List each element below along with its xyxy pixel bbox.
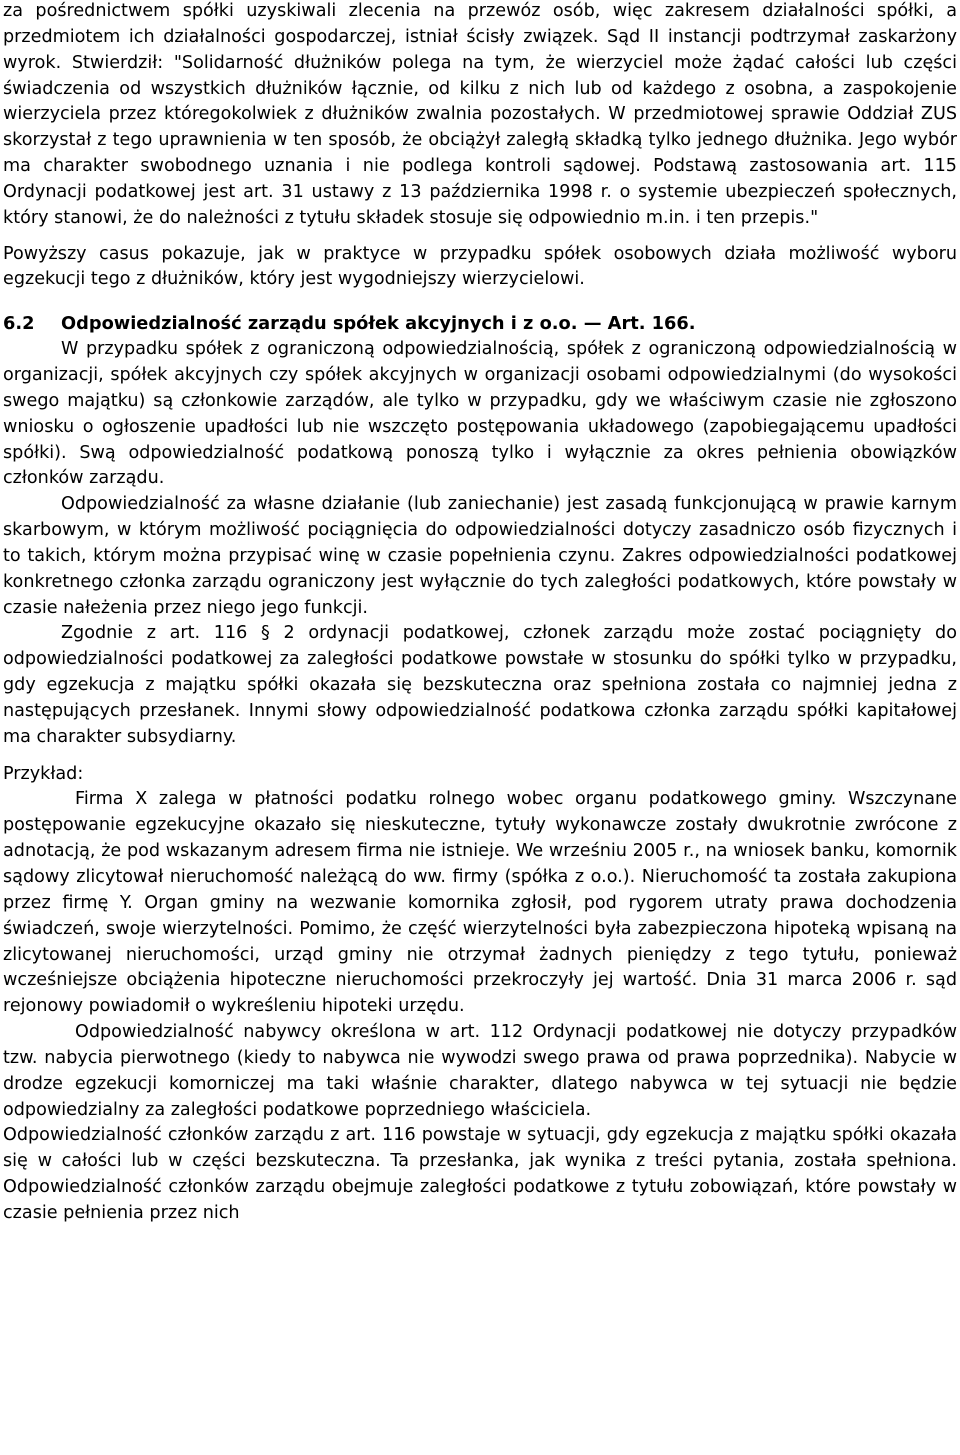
paragraph-section-2: Odpowiedzialność za własne działanie (lub zaniechanie) jest zasadą funkcjonującą w prawie karnym skarbowym, w którym możliwość pociągnięcia do odpowiedzialności dotyczy zasadniczo osób fizycznych i to takich, którym można przypisać winę w czasie popełnienia czynu. Zakres odpowiedzialności podatkowej konkretnego członka zarządu ograniczony jest wyłącznie do tych zaległości podatkowych, które powstały w czasie nałeżenia przez niego jego funkcji.	[3, 494, 957, 618]
example-label: Przykład:	[3, 763, 84, 784]
section-number: 6.2	[3, 313, 35, 335]
paragraph-example-2: Odpowiedzialność nabywcy określona w art. 112 Ordynacji podatkowej nie dotyczy przypadków tzw. nabycia pierwotnego (kiedy to nabywca nie wywodzi swego prawa od prawa poprzednika). Nabycie w drodze egzekucji komorniczej ma taki właśnie charakter, dlatego nabywca w tej sytuacji nie będzie odpowiedzialny za zaległości podatkowe poprzedniego właściciela.	[3, 1022, 957, 1120]
paragraph-section-1: W przypadku spółek z ograniczoną odpowiedzialnością, spółek z ograniczoną odpowiedzialnością w organizacji, spółek akcyjnych czy spółek akcyjnych w organizacji osobami odpowiedzialnymi (do wysokości swego majątku) są członkowie zarządów, ale tylko w przypadku, gdy we właściwym czasie nie zgłoszono wniosku o ogłoszenie upadłości lub nie wszczęto postępowania układowego (zapobiegającemu upadłości spółki). Swą odpowiedzialność podatkową ponoszą tylko i wyłącznie za okres pełnienia obowiązków członków zarządu.	[3, 339, 957, 489]
paragraph-example-3: Odpowiedzialność członków zarządu z art. 116 powstaje w sytuacji, gdy egzekucja z majątku spółki okazała się w całości lub w części bezskuteczna. Ta przesłanka, jak wynika z treści pytania, została spełniona. Odpowiedzialność członków zarządu obejmuje zaległości podatkowe z tytułu zobowiązań, które powstały w czasie pełnienia przez nich	[3, 1125, 957, 1223]
section-heading	[3, 311, 957, 337]
paragraph-example-1: Firma X zalega w płatności podatku rolnego wobec organu podatkowego gminy. Wszczynane postępowanie egzekucyjne okazało się nieskuteczne, tytuły wykonawcze zostały dwukrotnie zwrócone z adnotacją, że pod wskazanym adresem firma nie istnieje. We wrześniu 2005 r., na wniosek banku, komornik sądowy zlicytował nieruchomość należącą do ww. firmy (spółka z o.o.). Nieruchomość ta została zakupiona przez firmę Y. Organ gminy na wezwanie komornika zgłosił, pod rygorem utraty prawa dochodzenia świadczeń, swoje wierzytelności. Pomimo, że część wierzytelności była zabezpieczona hipoteką wpisaną na zlicytowanej nieruchomości, urząd gminy nie otrzymał żadnych pieniędzy z tego tytułu, ponieważ wcześniejsze obciążenia hipoteczne nieruchomości przekroczyły jej wartość. Dnia 31 marca 2006 r. sąd rejonowy powiadomił o wykreśleniu hipoteki urzędu.	[3, 789, 957, 1017]
paragraph-casus-summary: Powyższy casus pokazuje, jak w praktyce w przypadku spółek osobowych działa możliwość wyboru egzekucji tego z dłużników, który jest wygodniejszy wierzycielowi.	[3, 243, 957, 290]
paragraph-section-3: Zgodnie z art. 116 § 2 ordynacji podatkowej, członek zarządu może zostać pociągnięty do odpowiedzialności podatkowej za zaległości podatkowe powstałe w stosunku do spółki tylko w przypadku, gdy egzekucja z majątku spółki okazała się bezskuteczna oraz spełniona została co najmniej jedna z następujących przesłanek. Innymi słowy odpowiedzialność podatkowa członka zarządu spółki kapitałowej ma charakter subsydiarny.	[3, 623, 957, 747]
paragraph-solidarity-ruling: za pośrednictwem spółki uzyskiwali zlecenia na przewóz osób, więc zakresem działalności spółki, a przedmiotem ich działalności gospodarczej, istniał ścisły związek. Sąd II instancji podtrzymał zaskarżony wyrok. Stwierdził: "Solidarność dłużników polega na tym, że wierzyciel może żądać całości lub części świadczenia od wszystkich dłużników łącznie, od kilku z nich lub od każdego z osobna, a zaspokojenie wierzyciela przez któregokolwiek z dłużników zwalnia pozostałych. W przedmiotowej sprawie Oddział ZUS skorzystał z tego uprawnienia w ten sposób, że obciążył zaległą składką tylko jednego dłużnika. Jego wybór ma charakter swobodnego uznania i nie podlega kontroli sądowej. Podstawą zastosowania art. 115 Ordynacji podatkowej jest art. 31 ustawy z 13 października 1998 r. o systemie ubezpieczeń społecznych, który stanowi, że do należności z tytułu składek stosuje się odpowiednio m.in. i ten przepis."	[3, 1, 957, 228]
section-title: Odpowiedzialność zarządu spółek akcyjnych i z o.o. — Art. 166.	[61, 313, 696, 335]
